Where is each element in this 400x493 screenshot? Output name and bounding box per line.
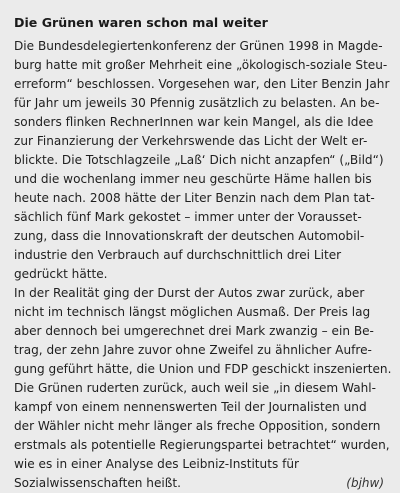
body-line: aber dennoch bei umgerechnet drei Mark zwanzig – ein Be- bbox=[14, 324, 374, 338]
body-line: burg hatte mit großer Mehrheit eine „ökologisch-soziale Steu- bbox=[14, 58, 388, 72]
body-line: Die Grünen ruderten zurück, auch weil sie „in diesem Wahl- bbox=[14, 381, 377, 395]
body-line: Die Bundesdelegiertenkonferenz der Grünen 1998 in Magde- bbox=[14, 39, 383, 53]
article-body bbox=[14, 37, 392, 493]
body-line: nicht im technisch längst möglichen Ausmaß. Der Preis lag bbox=[14, 305, 371, 319]
body-line: erstmals als potentielle Regierungspartei betrachtet“ wurden, bbox=[14, 438, 390, 452]
body-line: erreform“ beschlossen. Vorgesehen war, den Liter Benzin Jahr bbox=[14, 77, 390, 91]
body-line: gung geführt hätte, die Union und FDP geschickt inszenierten. bbox=[14, 362, 392, 376]
body-line-text: Sozialwissenschaften heißt. bbox=[14, 476, 181, 490]
body-line: kampf von einem nennenswerten Teil der Journalisten und bbox=[14, 400, 367, 414]
body-line: und die wochenlang immer neu geschürte Häme hallen bis bbox=[14, 172, 372, 186]
body-line: wie es in einer Analyse des Leibniz-Instituts für bbox=[14, 457, 299, 471]
body-last-line bbox=[14, 474, 386, 493]
author-signature: (bjhw) bbox=[346, 476, 384, 490]
body-line: zur Finanzierung der Verkehrswende das Licht der Welt er- bbox=[14, 134, 368, 148]
body-line: In der Realität ging der Durst der Autos zwar zurück, aber bbox=[14, 286, 365, 300]
body-line: heute nach. 2008 hätte der Liter Benzin nach dem Plan tat- bbox=[14, 191, 375, 205]
body-line: der Wähler nicht mehr länger als freche Opposition, sondern bbox=[14, 419, 381, 433]
body-line: blickte. Die Totschlagzeile „Laß‘ Dich nicht anzapfen“ („Bild“) bbox=[14, 153, 384, 167]
body-line: für Jahr um jeweils 30 Pfennig zusätzlich zu belasten. An be- bbox=[14, 96, 380, 110]
article-title: Die Grünen waren schon mal weiter bbox=[14, 15, 268, 30]
body-line: trag, der zehn Jahre zuvor ohne Zweifel zu ähnlicher Aufre- bbox=[14, 343, 372, 357]
body-line: gedrückt hätte. bbox=[14, 267, 108, 281]
body-line: industrie den Verbrauch auf durchschnittlich drei Liter bbox=[14, 248, 342, 262]
body-line: zung, dass die Innovationskraft der deutschen Automobil- bbox=[14, 229, 365, 243]
body-line: sonders flinken RechnerInnen war kein Mangel, als die Idee bbox=[14, 115, 374, 129]
body-line: sächlich fünf Mark gekostet – immer unter der Vorausset- bbox=[14, 210, 362, 224]
